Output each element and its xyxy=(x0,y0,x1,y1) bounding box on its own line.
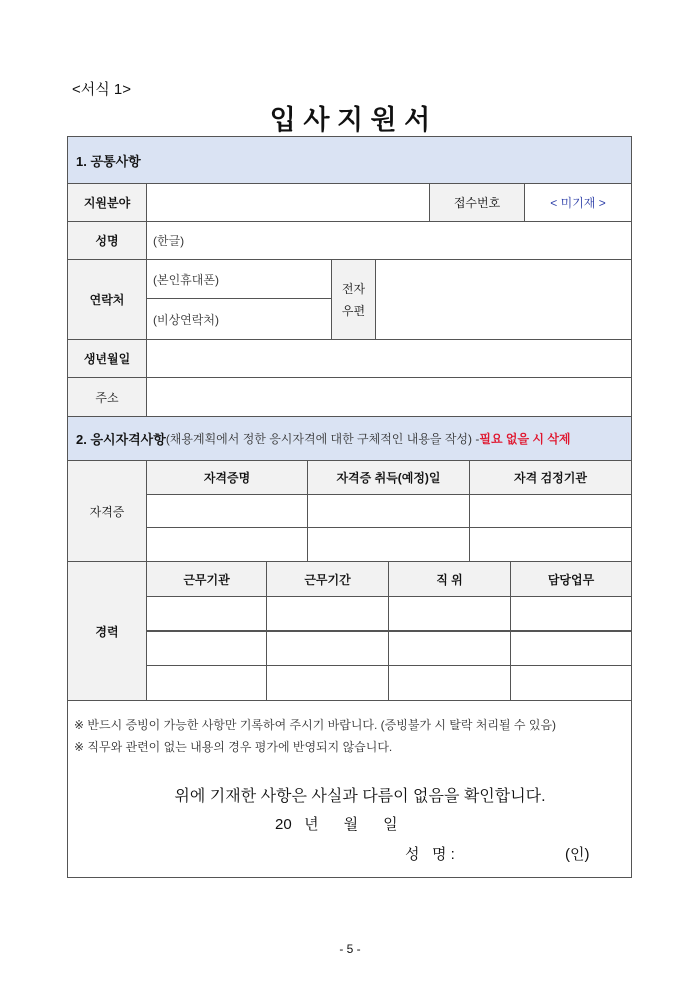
career-cell[interactable] xyxy=(388,665,511,701)
career-cell[interactable] xyxy=(146,665,267,701)
career-cell[interactable] xyxy=(510,630,632,666)
note-1: ※ 반드시 증빙이 가능한 사항만 기록하여 주시기 바랍니다. (증빙불가 시 탈락 처리될 수 있음) xyxy=(74,718,557,732)
apply-field-input[interactable] xyxy=(146,183,430,222)
name-input[interactable]: (한글) xyxy=(146,221,632,260)
email-input[interactable] xyxy=(375,259,632,340)
career-label: 경력 xyxy=(67,561,147,701)
cert-col-agency: 자격 검정기관 xyxy=(469,460,632,495)
cert-label: 자격증 xyxy=(67,460,147,562)
career-cell[interactable] xyxy=(510,596,632,632)
cert-cell[interactable] xyxy=(146,527,308,562)
cert-col-date: 자격증 취득(예정)일 xyxy=(307,460,470,495)
page-number: - 5 - xyxy=(339,942,361,956)
career-col-position: 직 위 xyxy=(388,561,511,597)
delete-note: 필요 없을 시 삭제 xyxy=(479,432,571,446)
career-cell[interactable] xyxy=(146,630,267,666)
seal-mark: (인) xyxy=(565,846,590,863)
birth-label: 생년월일 xyxy=(67,339,147,378)
birth-input[interactable] xyxy=(146,339,632,378)
career-cell[interactable] xyxy=(146,596,267,632)
career-col-period: 근무기간 xyxy=(266,561,389,597)
note-2: ※ 직무와 관련이 없는 내용의 경우 평가에 반영되지 않습니다. xyxy=(74,740,393,754)
date-line: 20 년 월 일 xyxy=(275,816,398,833)
confirm-text: 위에 기재한 사항은 사실과 다름이 없음을 확인합니다. xyxy=(174,788,546,805)
cert-cell[interactable] xyxy=(307,494,470,528)
career-col-duty: 담당업무 xyxy=(510,561,632,597)
career-cell[interactable] xyxy=(266,596,389,632)
contact-label: 연락처 xyxy=(67,259,147,340)
name-label: 성명 xyxy=(67,221,147,260)
career-cell[interactable] xyxy=(266,665,389,701)
career-cell[interactable] xyxy=(388,596,511,632)
career-cell[interactable] xyxy=(388,630,511,666)
email-label xyxy=(331,259,376,340)
section2-desc: (채용계획에서 정한 응시자격에 대한 구체적인 내용을 작성) - xyxy=(165,432,480,446)
cert-cell[interactable] xyxy=(469,527,632,562)
email-label-line1: 전자 xyxy=(341,281,366,296)
cert-cell[interactable] xyxy=(469,494,632,528)
career-cell[interactable] xyxy=(266,630,389,666)
cert-cell[interactable] xyxy=(307,527,470,562)
receipt-no-value: < 미기재 > xyxy=(524,183,632,222)
cert-col-name: 자격증명 xyxy=(146,460,308,495)
section2-header xyxy=(67,416,632,461)
cert-cell[interactable] xyxy=(146,494,308,528)
address-input[interactable] xyxy=(146,377,632,417)
career-cell[interactable] xyxy=(510,665,632,701)
mobile-input[interactable]: (본인휴대폰) xyxy=(146,259,332,299)
apply-field-label: 지원분야 xyxy=(67,183,147,222)
page-title: 입 사 지 원 서 xyxy=(269,105,431,135)
email-label-line2: 우편 xyxy=(341,303,366,318)
career-col-org: 근무기관 xyxy=(146,561,267,597)
section1-header: 1. 공통사항 xyxy=(67,136,632,184)
receipt-no-label: 접수번호 xyxy=(429,183,525,222)
section2-title: 2. 응시자격사항 xyxy=(76,432,166,447)
emergency-contact-input[interactable]: (비상연락처) xyxy=(146,298,332,340)
signature-label: 성 명 : xyxy=(405,846,455,863)
form-label: <서식 1> xyxy=(72,81,132,98)
address-label: 주소 xyxy=(67,377,147,417)
